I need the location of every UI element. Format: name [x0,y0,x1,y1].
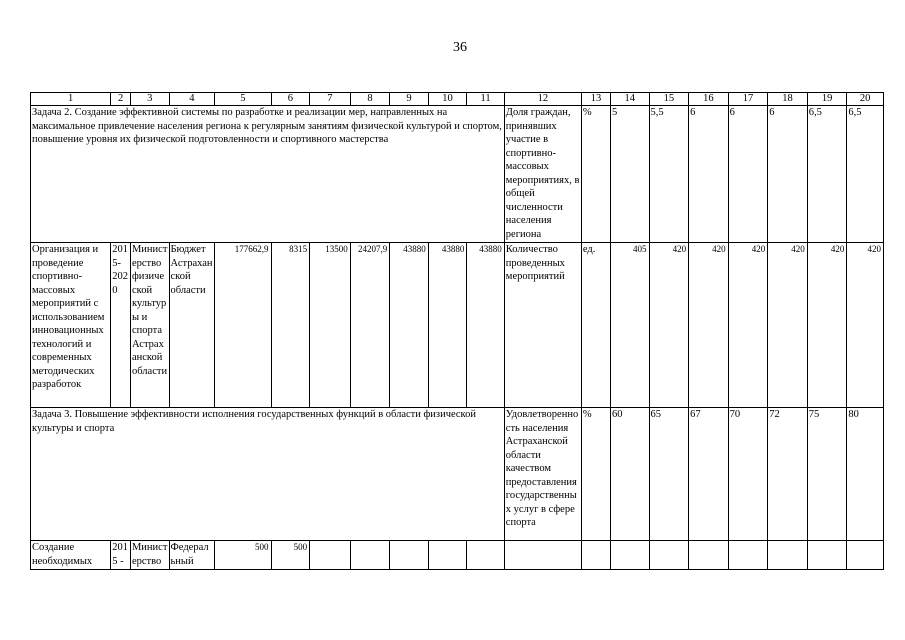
task-3-value: 67 [689,408,729,541]
activity-2-funding: 500 [271,541,310,570]
col-header: 8 [350,93,390,106]
empty-cell [689,541,729,570]
activity-2-period: 2015 - [111,541,131,570]
activity-1-name: Организация и проведение спортивно-массовых мероприятий с использованием инновационных технологий и современных методических разработок [31,243,111,408]
empty-cell [504,541,581,570]
col-header: 11 [467,93,504,106]
activity-1-row [31,243,884,408]
activity-2-name: Создание необходимых [31,541,111,570]
empty-cell [390,541,429,570]
activity-1-funding: 8315 [271,243,310,408]
task-2-value: 6 [689,106,729,243]
task-2-value: 6 [768,106,808,243]
task-3-title: Задача 3. Повышение эффективности исполнения государственных функций в области физической культуры и спорта [31,408,505,541]
col-header: 14 [611,93,650,106]
empty-cell [807,541,847,570]
task-3-value: 65 [649,408,689,541]
activity-1-value: 420 [689,243,729,408]
col-header: 18 [768,93,808,106]
empty-cell [728,541,768,570]
task-2-unit: % [581,106,610,243]
col-header: 1 [31,93,111,106]
activity-1-source: Бюджет Астраханской области [169,243,215,408]
col-header: 17 [728,93,768,106]
empty-cell [467,541,504,570]
col-header: 13 [581,93,610,106]
activity-1-value: 405 [611,243,650,408]
col-header: 5 [215,93,271,106]
empty-cell [428,541,467,570]
activity-1-funding: 177662,9 [215,243,271,408]
activity-1-value: 420 [807,243,847,408]
activity-2-row [31,541,884,570]
activity-1-period: 2015-2020 [111,243,131,408]
task-3-unit: % [581,408,610,541]
task-3-value: 80 [847,408,884,541]
col-header: 7 [310,93,351,106]
column-number-row [31,93,884,106]
empty-cell [649,541,689,570]
empty-cell [768,541,808,570]
activity-1-funding: 43880 [428,243,467,408]
col-header: 20 [847,93,884,106]
col-header: 9 [390,93,429,106]
activity-1-unit: ед. [581,243,610,408]
task-3-row [31,408,884,541]
task-3-indicator: Удовлетворенность населения Астраханской области качеством предоставления государственных услуг в сфере спорта [504,408,581,541]
task-2-value: 5 [611,106,650,243]
activity-2-source: Федеральный [169,541,215,570]
empty-cell [581,541,610,570]
col-header: 16 [689,93,729,106]
col-header: 4 [169,93,215,106]
col-header: 6 [271,93,310,106]
task-3-value: 72 [768,408,808,541]
program-table [30,92,884,570]
col-header: 2 [111,93,131,106]
empty-cell [847,541,884,570]
activity-1-value: 420 [649,243,689,408]
activity-1-funding: 43880 [390,243,429,408]
activity-1-funding: 43880 [467,243,504,408]
empty-cell [310,541,351,570]
col-header: 3 [130,93,169,106]
activity-1-funding: 13500 [310,243,351,408]
col-header: 19 [807,93,847,106]
activity-1-funding: 24207,9 [350,243,390,408]
activity-1-executor: Министерство физической культуры и спорта Астраханской области [130,243,169,408]
activity-1-value: 420 [847,243,884,408]
page-number: 36 [453,40,467,55]
task-2-value: 6,5 [807,106,847,243]
task-2-title: Задача 2. Создание эффективной системы по разработке и реализации мер, направленных на максимальное привлечение населения региона к регулярным занятиям физической культурой и спортом, повышение уровня их физической подготовленности и спортивного мастерства [31,106,505,243]
activity-2-executor: Министерство [130,541,169,570]
task-2-indicator: Доля граждан, принявших участие в спортивно-массовых мероприятиях, в общей численности населения региона [504,106,581,243]
empty-cell [350,541,390,570]
col-header: 10 [428,93,467,106]
activity-1-indicator: Количество проведенных мероприятий [504,243,581,408]
task-2-value: 6,5 [847,106,884,243]
task-3-value: 70 [728,408,768,541]
col-header: 12 [504,93,581,106]
task-3-value: 60 [611,408,650,541]
task-2-row [31,106,884,243]
task-2-value: 5,5 [649,106,689,243]
activity-1-value: 420 [768,243,808,408]
activity-1-value: 420 [728,243,768,408]
activity-2-funding: 500 [215,541,271,570]
empty-cell [611,541,650,570]
task-2-value: 6 [728,106,768,243]
col-header: 15 [649,93,689,106]
task-3-value: 75 [807,408,847,541]
